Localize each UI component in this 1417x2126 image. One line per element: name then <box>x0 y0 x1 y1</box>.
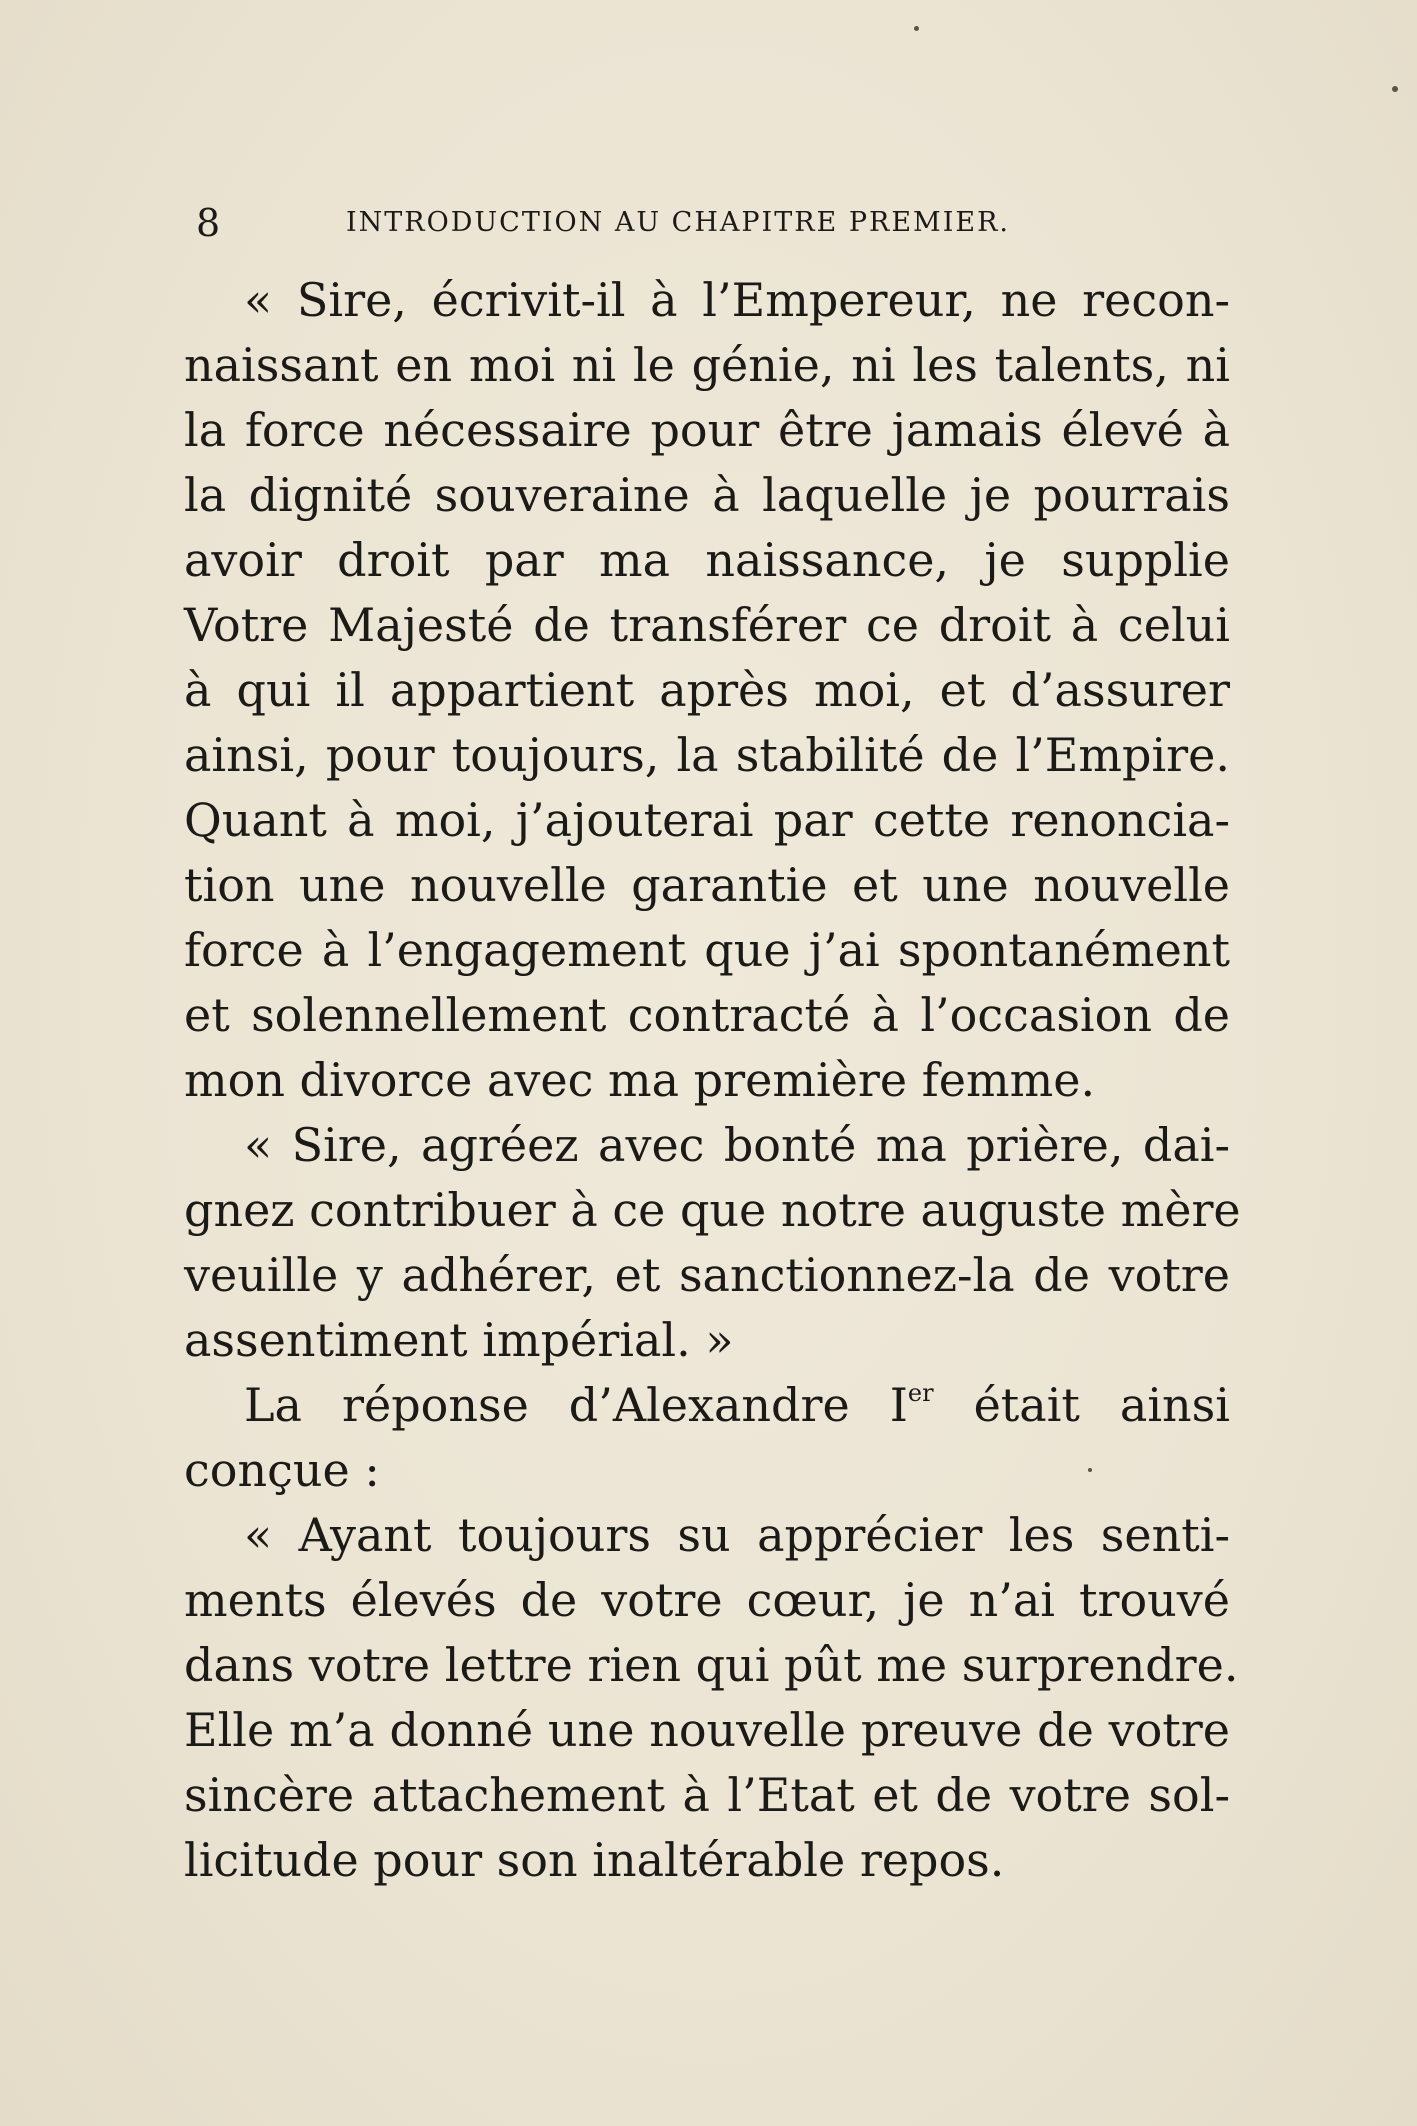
text-line: mon divorce avec ma première femme. <box>184 1053 1096 1107</box>
page-number: 8 <box>196 201 221 245</box>
text-line: dans votre lettre rien qui pût me surprendre. <box>184 1638 1239 1692</box>
text-line: licitude pour son inaltérable repos. <box>184 1833 1005 1887</box>
text-line: « Sire, agréez avec bonté ma prière, dai- <box>244 1118 1230 1172</box>
text-line: avoir droit par ma naissance, je supplie <box>184 533 1230 587</box>
text-line: la force nécessaire pour être jamais élevé à <box>184 403 1230 457</box>
text-line: tion une nouvelle garantie et une nouvelle <box>184 858 1230 912</box>
text-line: naissant en moi ni le génie, ni les talents, ni <box>184 338 1230 392</box>
line-text-before-ordinal: La réponse d’Alexandre I <box>244 1378 908 1432</box>
text-line: Elle m’a donné une nouvelle preuve de votre <box>184 1703 1230 1757</box>
paper-speck <box>1392 86 1398 92</box>
text-line: « Sire, écrivit-il à l’Empereur, ne recon- <box>244 273 1230 327</box>
text-line: force à l’engagement que j’ai spontanément <box>184 923 1230 977</box>
text-line: « Ayant toujours su apprécier les senti- <box>244 1508 1230 1562</box>
text-line: conçue : <box>184 1443 380 1497</box>
text-line: gnez contribuer à ce que notre auguste mère <box>184 1183 1241 1237</box>
text-line: à qui il appartient après moi, et d’assurer <box>184 663 1230 717</box>
text-line: veuille y adhérer, et sanctionnez-la de votre <box>184 1248 1230 1302</box>
text-line: Quant à moi, j’ajouterai par cette renoncia- <box>184 793 1230 847</box>
running-title: INTRODUCTION AU CHAPITRE PREMIER. <box>346 207 1010 238</box>
text-line: ments élevés de votre cœur, je n’ai trouvé <box>184 1573 1230 1627</box>
text-line: Votre Majesté de transférer ce droit à celui <box>184 598 1230 652</box>
text-line: la dignité souveraine à laquelle je pourrais <box>184 468 1230 522</box>
page-header <box>196 198 1236 248</box>
paper-speck <box>1088 1468 1092 1472</box>
text-line: sincère attachement à l’Etat et de votre sol- <box>184 1768 1230 1822</box>
text-line-with-ordinal <box>184 1373 1230 1438</box>
text-line: et solennellement contracté à l’occasion de <box>184 988 1230 1042</box>
line-text-after-ordinal: était ainsi <box>933 1378 1230 1432</box>
text-line: assentiment impérial. » <box>184 1313 734 1367</box>
body-text <box>184 268 1241 1893</box>
paper-speck <box>914 26 919 31</box>
text-line: ainsi, pour toujours, la stabilité de l’Empire. <box>184 728 1230 782</box>
ordinal-superscript: er <box>907 1379 934 1407</box>
